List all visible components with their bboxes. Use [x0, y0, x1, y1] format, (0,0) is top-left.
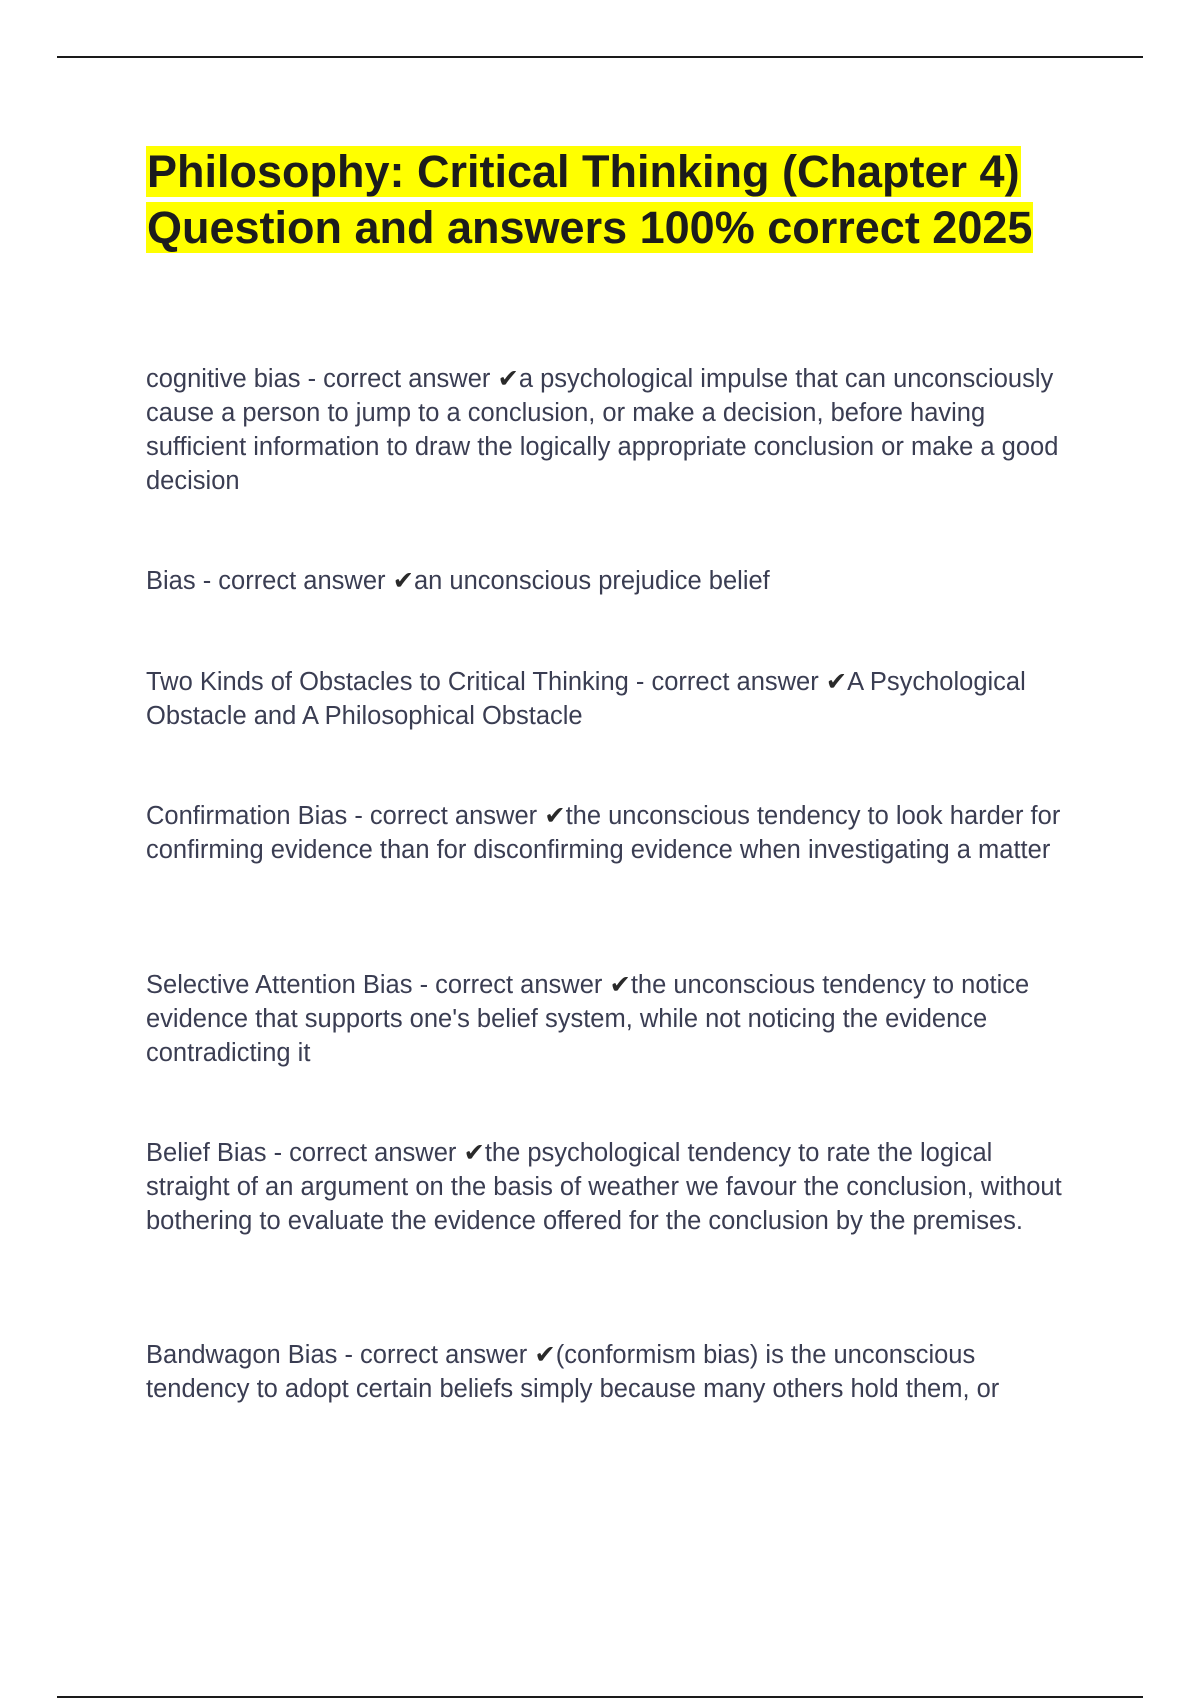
entry-term: Belief Bias: [146, 1139, 267, 1167]
qa-entry: [146, 564, 770, 598]
qa-entry: [146, 799, 1076, 867]
document-title: [146, 144, 1106, 256]
entry-separator: - correct answer: [337, 1341, 535, 1369]
entry-separator: - correct answer: [300, 365, 498, 393]
entry-separator: - correct answer: [628, 668, 826, 696]
title-block: [146, 144, 1106, 256]
check-icon: ✔: [544, 802, 566, 830]
check-icon: ✔: [609, 971, 631, 999]
qa-entry: [146, 1338, 1076, 1406]
entry-answer: the unconscious tendency to look harder for confirming evidence than for disconfirming evidence when investigating a matter: [146, 802, 1061, 864]
entry-answer: an unconscious prejudice belief: [413, 567, 770, 595]
entry-answer: A Psychological Obstacle and A Philosophical Obstacle: [146, 668, 1026, 730]
entry-term: Bandwagon Bias: [146, 1341, 338, 1369]
entry-answer: the unconscious tendency to notice evidence that supports one's belief system, while not noticing the evidence contradicting it: [146, 971, 1030, 1067]
check-icon: ✔: [534, 1341, 556, 1369]
qa-entry: [146, 665, 1076, 733]
entry-answer: (conformism bias) is the unconscious tendency to adopt certain beliefs simply because many others hold them, or: [146, 1341, 1000, 1403]
qa-entry: [146, 1136, 1076, 1238]
entry-separator: - correct answer: [347, 802, 545, 830]
entry-term: Confirmation Bias: [146, 802, 348, 830]
title-highlight: Philosophy: Critical Thinking (Chapter 4) Question and answers 100% correct 2025: [147, 146, 1033, 253]
check-icon: ✔: [463, 1139, 485, 1167]
entry-term: Selective Attention Bias: [146, 971, 413, 999]
entry-separator: - correct answer: [266, 1139, 464, 1167]
entry-answer: the psychological tendency to rate the logical straight of an argument on the basis of weather we favour the conclusion, without bothering to evaluate the evidence offered for the conclusion by the premises.: [146, 1139, 1062, 1235]
qa-entry: [146, 968, 1076, 1070]
entry-answer: a psychological impulse that can unconsciously cause a person to jump to a conclusion, or make a decision, before having sufficient information to draw the logically appropriate conclusion or make a good decision: [146, 365, 1059, 495]
bottom-rule: [57, 1696, 1143, 1698]
qa-entry: [146, 362, 1076, 498]
entry-term: Two Kinds of Obstacles to Critical Thinking: [146, 668, 629, 696]
entry-term: Bias: [146, 567, 196, 595]
entry-separator: - correct answer: [412, 971, 610, 999]
entry-separator: - correct answer: [195, 567, 393, 595]
check-icon: ✔: [825, 668, 848, 696]
check-icon: ✔: [497, 365, 519, 393]
entry-term: cognitive bias: [146, 365, 301, 393]
top-rule: [57, 56, 1143, 58]
check-icon: ✔: [392, 567, 414, 595]
